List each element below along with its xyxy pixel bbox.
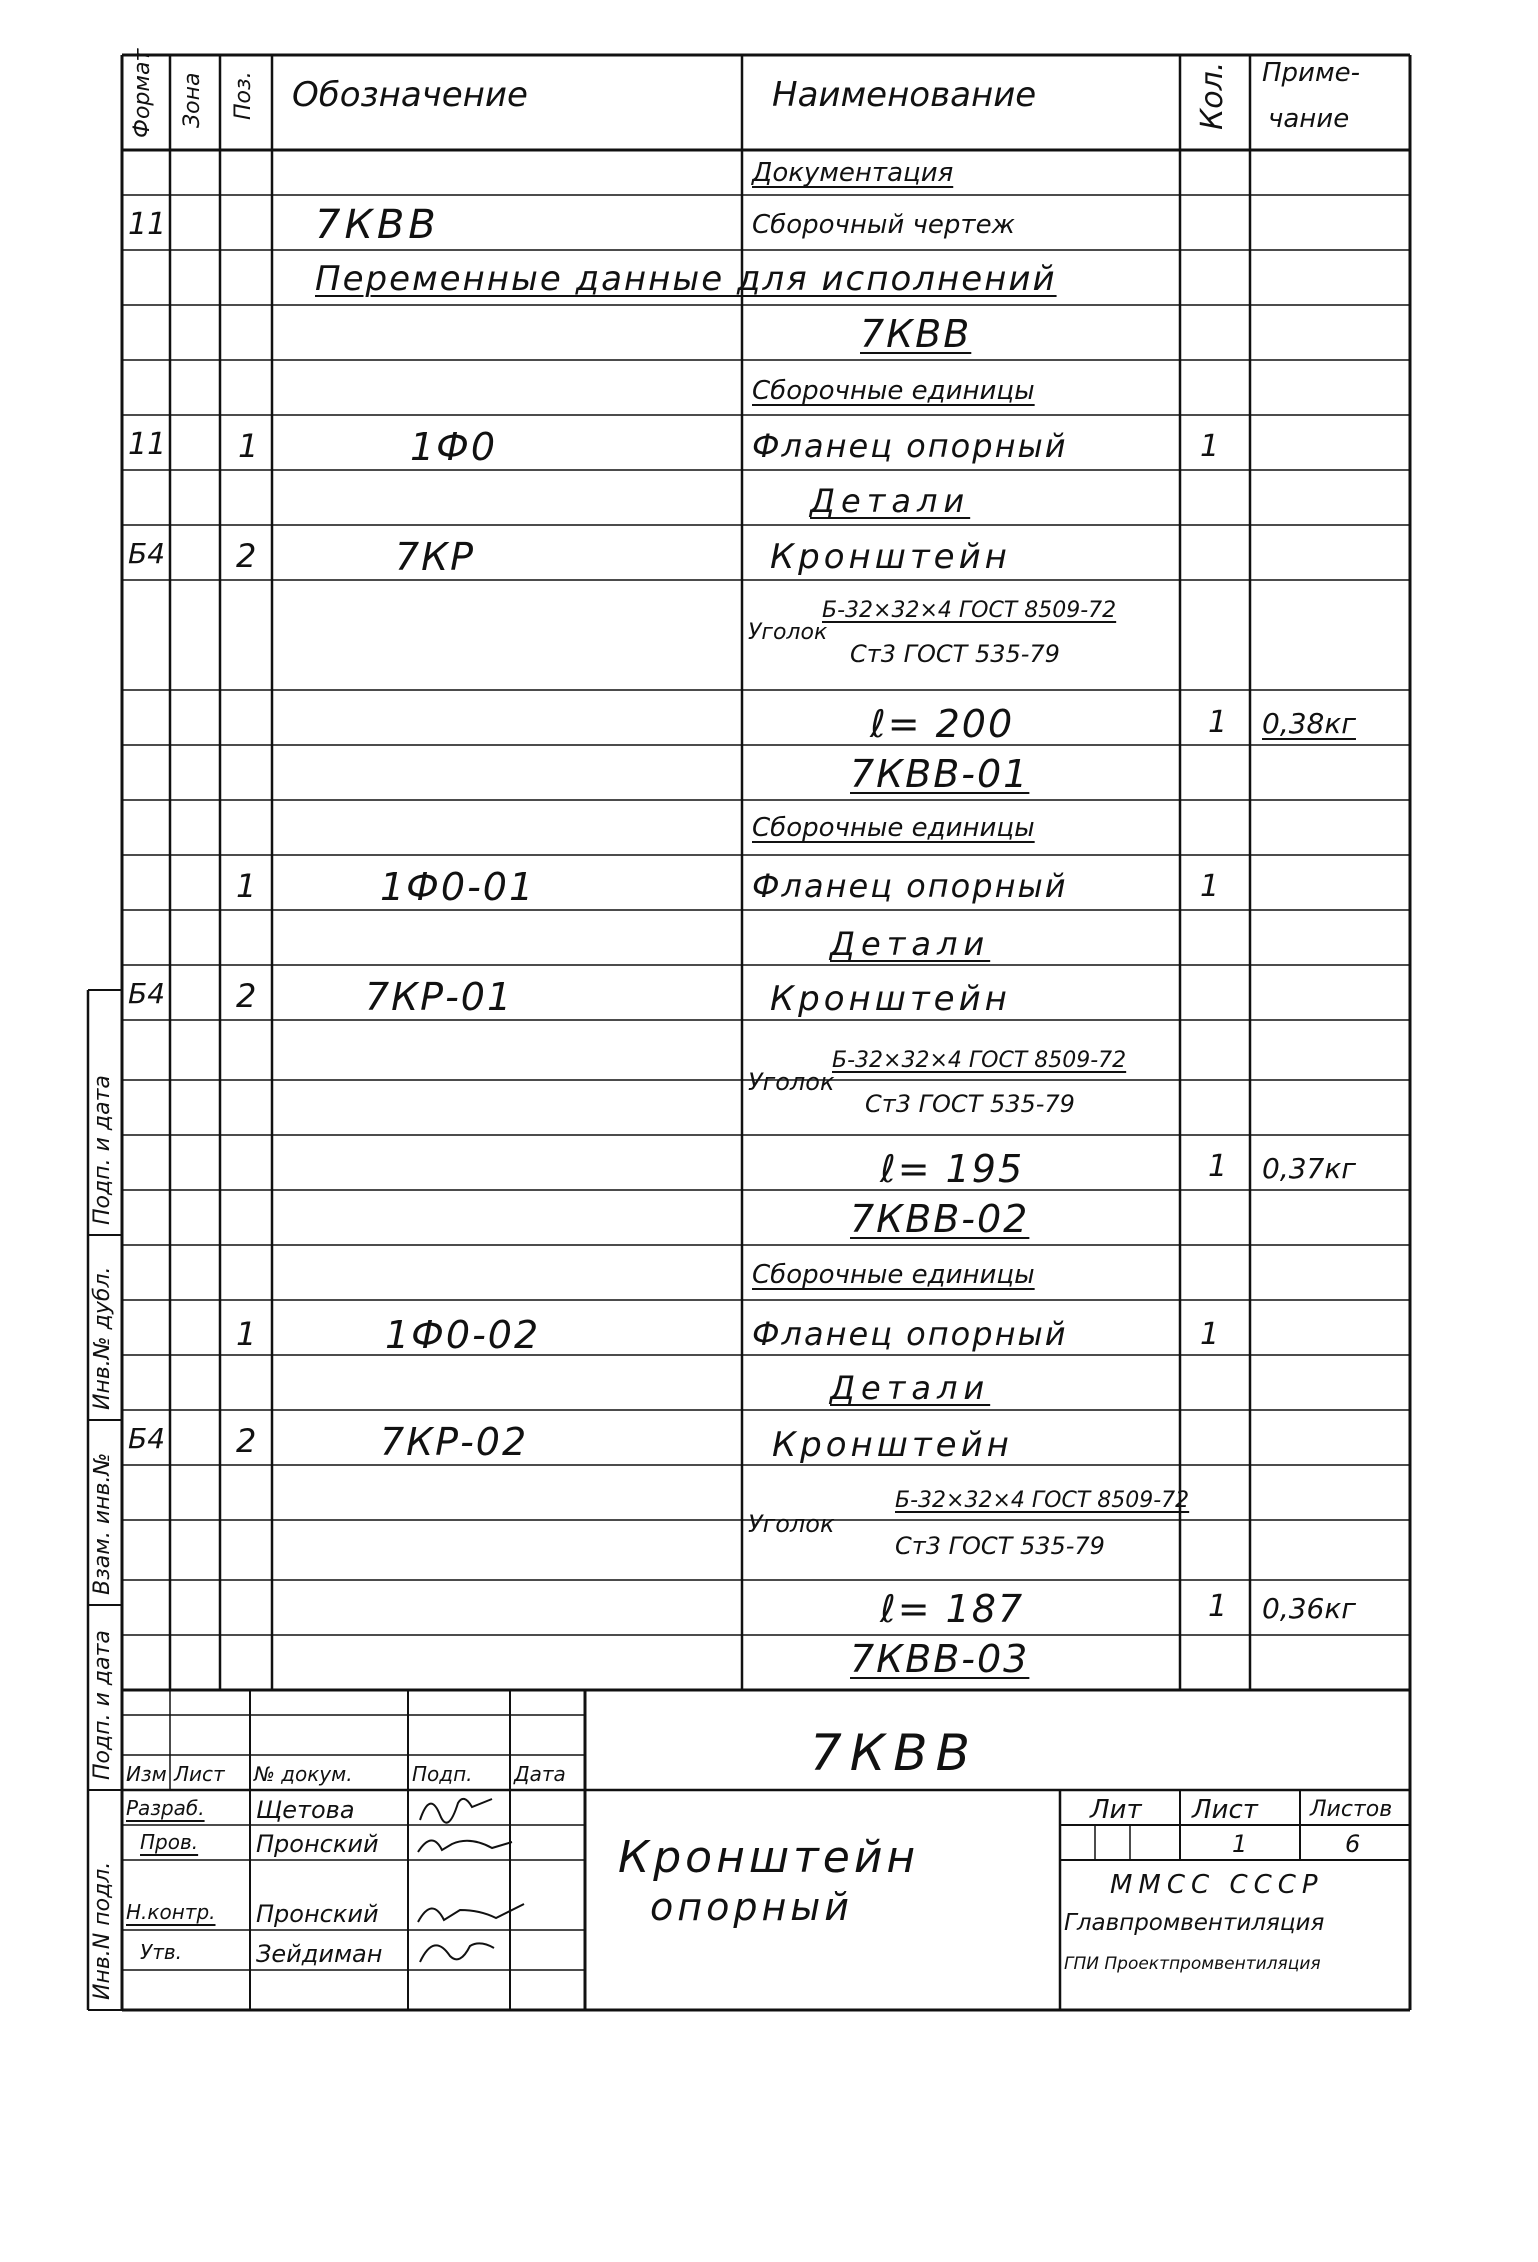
v0-angle-label: Уголок: [748, 620, 828, 645]
header-designation: Обозначение: [292, 75, 528, 115]
col-sign: Подп.: [412, 1762, 473, 1786]
v1-part-pos: 2: [236, 977, 257, 1015]
v1-parts-heading: Детали: [830, 925, 991, 963]
v2-length: ℓ= 187: [880, 1587, 1025, 1631]
v0-asm-designation: 1Ф0: [410, 425, 498, 469]
v1-angle-top: Б-32×32×4 ГОСТ 8509-72: [832, 1048, 1127, 1073]
title-line1: Кронштейн: [618, 1832, 920, 1883]
v2-asm-qty: 1: [1200, 1317, 1220, 1352]
variable-data-heading: Переменные данные для исполнений: [315, 259, 1057, 299]
v2-asm-pos: 1: [236, 1315, 257, 1353]
v2-angle-bottom: Ст3 ГОСТ 535-79: [895, 1532, 1105, 1560]
v1-angle-bottom: Ст3 ГОСТ 535-79: [865, 1090, 1075, 1118]
v0-part-designation: 7КР: [395, 535, 476, 579]
header-zone: Зона: [180, 72, 205, 128]
v0-mass: 0,38кг: [1262, 707, 1356, 740]
v0-part-format: Б4: [128, 537, 166, 570]
v1-mass: 0,37кг: [1262, 1152, 1356, 1185]
role-developer: Разраб.: [126, 1796, 205, 1820]
v1-asm-designation: 1Ф0-01: [380, 865, 536, 909]
v2-asm-name: Фланец опорный: [752, 1315, 1068, 1353]
sheets-value: 6: [1345, 1830, 1361, 1858]
v1-length: ℓ= 195: [880, 1147, 1025, 1191]
v0-angle-top: Б-32×32×4 ГОСТ 8509-72: [822, 598, 1117, 623]
signature-developer: [420, 1799, 492, 1823]
header-note-line1: Приме-: [1262, 58, 1360, 88]
header-format: Формат: [130, 48, 155, 138]
v2-part-pos: 2: [236, 1422, 257, 1460]
v2-part-designation: 7КР-02: [380, 1420, 529, 1464]
margin-sign-date-1: Подп. и дата: [90, 1075, 115, 1225]
role-checker: Пров.: [140, 1830, 199, 1854]
v2-asm-designation: 1Ф0-02: [385, 1313, 541, 1357]
sheet-label: Лист: [1192, 1795, 1258, 1825]
v1-part-designation: 7КР-01: [365, 975, 514, 1019]
header-name: Наименование: [772, 75, 1037, 115]
v0-asm-heading: Сборочные единицы: [752, 376, 1035, 406]
v0-asm-format: 11: [128, 427, 167, 462]
v0-asm-pos: 1: [238, 427, 259, 465]
role-norm: Н.контр.: [126, 1900, 216, 1924]
sheet-value: 1: [1232, 1830, 1248, 1858]
org-line2: Главпромвентиляция: [1064, 1910, 1325, 1936]
signature-approved: [420, 1943, 494, 1962]
v0-parts-heading: Детали: [810, 482, 971, 520]
v1-qty: 1: [1208, 1149, 1228, 1184]
v3-title: 7КВВ-03: [850, 1637, 1030, 1681]
v1-asm-qty: 1: [1200, 869, 1220, 904]
v1-title: 7КВВ-01: [850, 752, 1030, 796]
v0-asm-qty: 1: [1200, 429, 1220, 464]
v0-asm-name: Фланец опорный: [752, 427, 1068, 465]
row1-designation: 7КВВ: [315, 202, 440, 248]
v0-length: ℓ= 200: [870, 702, 1015, 746]
org-line1: ММСС СССР: [1110, 1870, 1324, 1900]
title-line2: опорный: [650, 1885, 854, 1929]
v2-asm-heading: Сборочные единицы: [752, 1260, 1035, 1290]
col-list: Лист: [174, 1762, 225, 1786]
v2-part-name: Кронштейн: [772, 1425, 1013, 1465]
v0-qty: 1: [1208, 705, 1228, 740]
row1-name: Сборочный чертеж: [752, 210, 1015, 240]
margin-replace-inv: Взам. инв.№: [90, 1452, 115, 1595]
header-note-line2: чание: [1268, 104, 1350, 134]
v2-mass: 0,36кг: [1262, 1592, 1356, 1625]
v1-asm-name: Фланец опорный: [752, 867, 1068, 905]
v1-part-name: Кронштейн: [770, 979, 1011, 1019]
v2-part-format: Б4: [128, 1422, 166, 1455]
margin-orig-inv: Инв.N подл.: [90, 1861, 115, 2000]
header-qty: Кол.: [1195, 61, 1230, 130]
role-approved: Утв.: [140, 1940, 182, 1964]
v2-title: 7КВВ-02: [850, 1197, 1030, 1241]
signature-checker: [418, 1840, 512, 1852]
v1-asm-heading: Сборочные единицы: [752, 813, 1035, 843]
name-approved: Зейдиман: [256, 1940, 383, 1968]
v2-angle-top: Б-32×32×4 ГОСТ 8509-72: [895, 1488, 1190, 1513]
col-date: Дата: [514, 1762, 566, 1786]
lit-label: Лит: [1090, 1795, 1142, 1825]
name-developer: Щетова: [256, 1796, 355, 1824]
v0-angle-bottom: Ст3 ГОСТ 535-79: [850, 640, 1060, 668]
name-checker: Пронский: [256, 1830, 379, 1858]
title-doc-code: 7КВВ: [810, 1724, 978, 1782]
v2-angle-label: Уголок: [748, 1510, 835, 1538]
signature-norm: [418, 1904, 524, 1922]
col-doc-no: № докум.: [254, 1762, 353, 1786]
v0-part-name: Кронштейн: [770, 537, 1011, 577]
v2-qty: 1: [1208, 1589, 1228, 1624]
margin-sign-date-2: Подп. и дата: [90, 1630, 115, 1780]
name-norm: Пронский: [256, 1900, 379, 1928]
v0-part-pos: 2: [236, 537, 257, 575]
v1-part-format: Б4: [128, 977, 166, 1010]
v1-asm-pos: 1: [236, 867, 257, 905]
margin-dup-inv: Инв.№ дубл.: [90, 1266, 115, 1410]
sheets-label: Листов: [1310, 1797, 1393, 1822]
v2-parts-heading: Детали: [830, 1369, 991, 1407]
section-documentation: Документация: [752, 158, 954, 188]
row1-format: 11: [128, 207, 167, 242]
col-izm: Изм: [126, 1762, 167, 1786]
org-line3: ГПИ Проектпромвентиляция: [1064, 1954, 1321, 1974]
header-pos: Поз.: [231, 71, 256, 120]
v1-angle-label: Уголок: [748, 1068, 835, 1096]
v0-title: 7КВВ: [860, 312, 972, 356]
